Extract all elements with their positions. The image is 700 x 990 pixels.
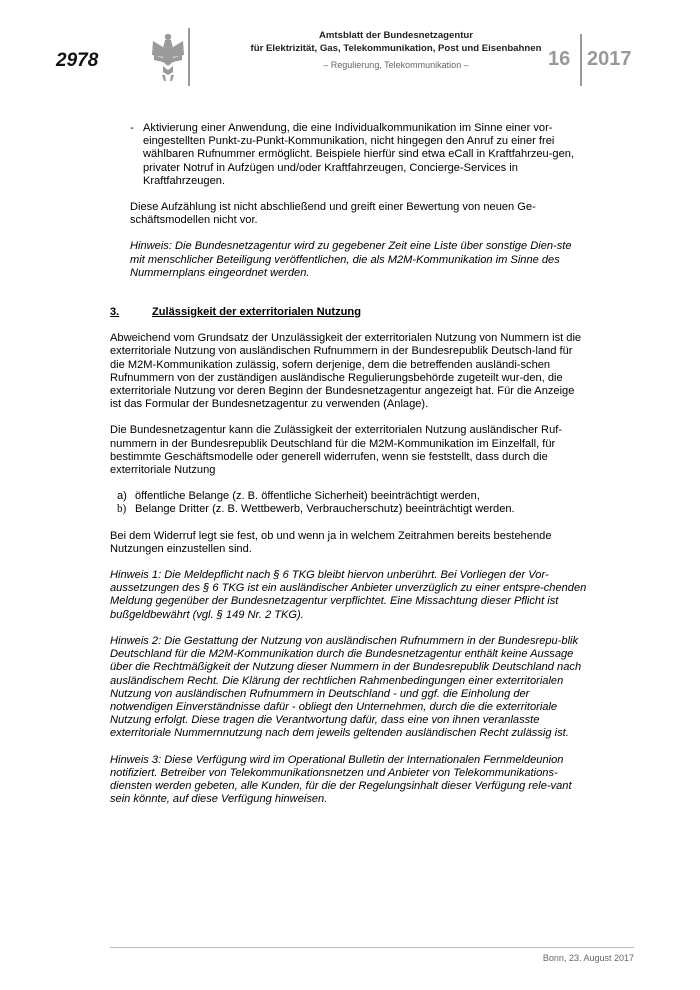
list-mark: b) xyxy=(117,503,127,516)
publication-title xyxy=(208,30,584,55)
hint-2-paragraph: Hinweis 2: Die Gestattung der Nutzung von ausländischen Rufnummern in der Bundesrepu-blik Deutschland für die M2M-Kommunikation durch die Bundesnetzagentur enthält keine Aussage über die Rechtmäßigkeit der Nutzung dieser Nummern in der Bundesrepublik Deutschland nach ausländischem Recht. Die Klärung der rechtlichen Rahmenbedingungen einer exterritorialen Nutzung von ausländischen Rufnummern in Deutschland - und ggf. die Einholung der notwendigen Einverständnisse dafür - obliegt den Unternehmen, durch die die exterritoriale Nutzung erfolgt. Diese tragen die Verantwortung dafür, dass eine von ihnen veranlasste exterritoriale Nummernnutzung nach dem jeweils geltenden ausländischen Recht zulässig ist. xyxy=(110,634,582,740)
section-number: 3. xyxy=(110,306,120,319)
header-divider xyxy=(188,28,190,86)
issue-number: 16 xyxy=(548,48,571,70)
publication-subtitle: – Regulierung, Telekommunikation – xyxy=(323,60,469,70)
issue-divider xyxy=(580,34,582,86)
footer-divider xyxy=(110,947,634,948)
list-text: öffentliche Belange (z. B. öffentliche Sicherheit) beeinträchtigt werden, xyxy=(135,490,480,503)
federal-eagle-icon xyxy=(150,31,186,87)
section-title: Zulässigkeit der exterritorialen Nutzung xyxy=(152,306,361,319)
paragraph-2: Die Bundesnetzagentur kann die Zulässigkeit der exterritorialen Nutzung ausländischer Ruf-nummern in der Bundesrepublik Deutschland für die M2M-Kommunikation im Einzelfall, für bestimmte Geschäftsmodelle oder generell widerrufen, wenn sie feststellt, dass durch die exterritoriale Nutzung xyxy=(110,424,563,477)
title-line-2: für Elektrizität, Gas, Telekommunikation, Post und Eisenbahnen xyxy=(250,42,542,54)
hint-3-paragraph: Hinweis 3: Diese Verfügung wird im Operational Bulletin der Internationalen Fernmeldeunion notifiziert. Betreiber von Telekommunikationsnetzen und Anbieter von Telekommunikations-diensten werden gebeten, alle Kunden, für die der Regelungsinhalt dieser Verfügung rele-vant sein könnte, auf diese Verfügung hinweisen. xyxy=(110,753,572,806)
list-text: Belange Dritter (z. B. Wettbewerb, Verbraucherschutz) beeinträchtigt werden. xyxy=(135,503,515,516)
list-item xyxy=(117,503,588,516)
paragraph-3: Bei dem Widerruf legt sie fest, ob und wenn ja in welchem Zeitrahmen bereits bestehende Nutzungen einzustellen sind. xyxy=(110,529,552,555)
section-heading xyxy=(110,306,588,319)
condition-list xyxy=(110,490,588,516)
hint-1-paragraph: Hinweis 1: Die Meldepflicht nach § 6 TKG bleibt hiervon unberührt. Bei Vorliegen der Vor-aussetzungen des § 6 TKG ist ein ausländischer Anbieter unverzüglich zu einer entspre-chenden Meldung gegenüber der Bundesnetzagentur verpflichtet. Eine Missachtung dieser Pflicht ist bußgeldbewährt (vgl. § 149 Nr. 2 TKG). xyxy=(110,569,587,621)
bullet-text: Aktivierung einer Anwendung, die eine Individualkommunikation im Sinne einer vor-eingestellten Punkt-zu-Punkt-Kommunikation, nicht hingegen den Anruf zu einer frei wählbaren Rufnummer ermöglicht. Beispiele hierfür sind etwa eCall in Kraftfahrzeu-gen, privater Notruf in Aufzügen und/oder Kraftfahrzeugen, Concierge-Services in Kraftfahrzeugen. xyxy=(143,122,575,187)
bullet-mark: - xyxy=(130,122,134,134)
bullet-item xyxy=(130,122,588,188)
title-line-1: Amtsblatt der Bundesnetzagentur xyxy=(318,30,474,41)
hint-intro-paragraph: Hinweis: Die Bundesnetzagentur wird zu gegebener Zeit eine Liste über sonstige Dien-ste mit menschlicher Beteiligung veröffentlichen, die als M2M-Kommunikation im Sinne des Nummernplans eingeordnet werden. xyxy=(130,240,572,279)
footer-place-date: Bonn, 23. August 2017 xyxy=(542,953,634,963)
list-note-paragraph: Diese Aufzählung ist nicht abschließend und greift einer Bewertung von neuen Ge-schäftsmodellen nicht vor. xyxy=(130,201,536,227)
list-item xyxy=(117,490,588,503)
issue-year: 2017 xyxy=(587,48,632,70)
page-number: 2978 xyxy=(56,50,99,71)
paragraph-1: Abweichend vom Grundsatz der Unzulässigkeit der exterritorialen Nutzung von Nummern ist die exterritoriale Nutzung von ausländischen Rufnummern in der Bundesrepublik Deutsch-land für die M2M-Kommunikation zulässig, sofern derjenige, dem die betreffenden ausländi-schen Rufnummern von der zuständigen ausländische Regulierungsbehörde zugeteilt wur-den, die exterritoriale Nutzung vor deren Beginn der Bundesnetzagentur angezeigt hat. Für die Anzeige ist das Formular der Bundesnetzagentur zu verwenden (Anlage). xyxy=(110,332,582,411)
document-body xyxy=(110,122,588,806)
list-mark: a) xyxy=(117,490,127,503)
